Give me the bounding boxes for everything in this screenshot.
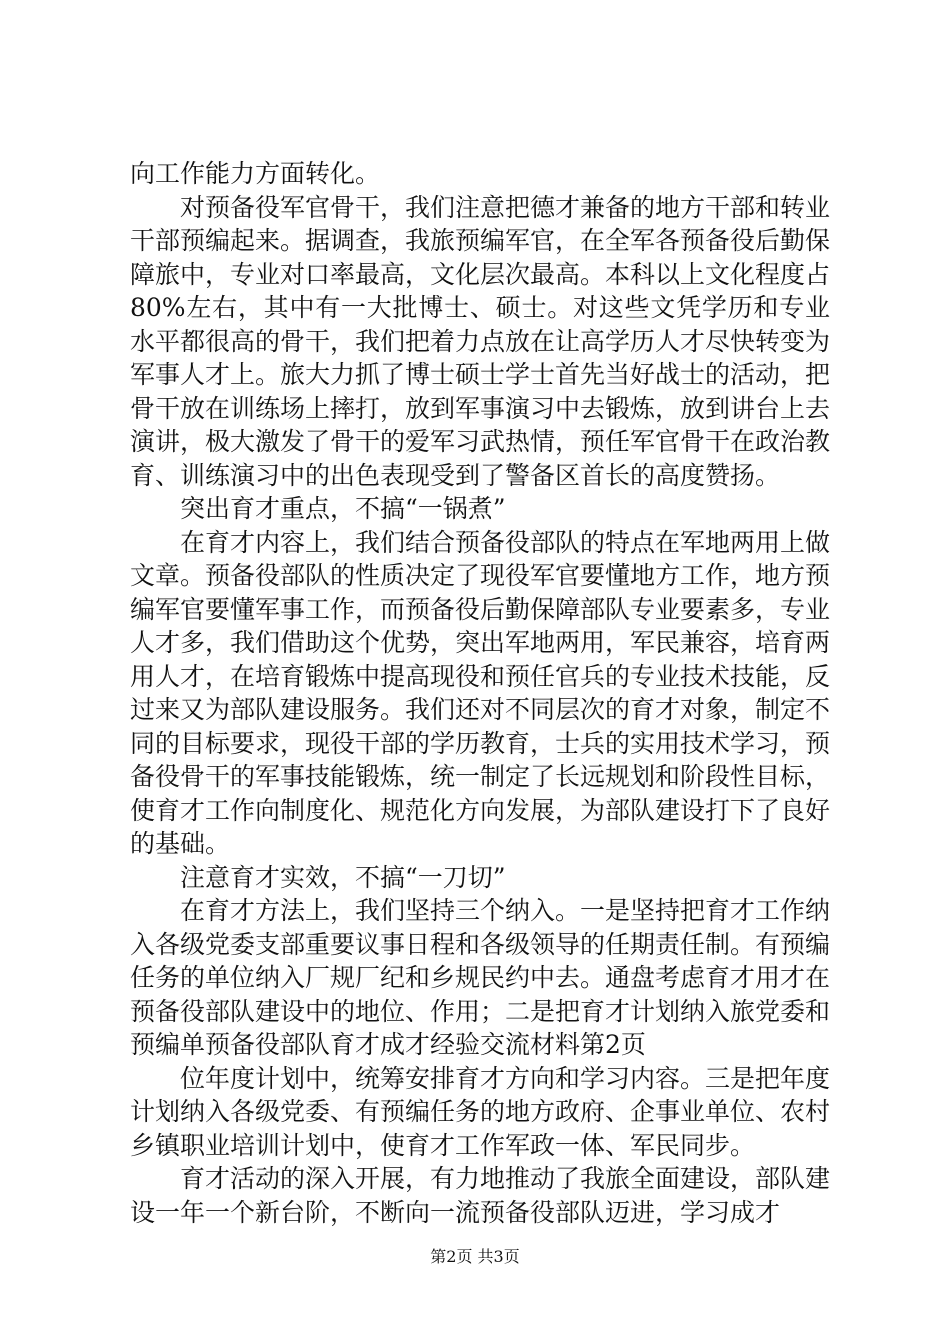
paragraph: 向工作能力方面转化。 [130,159,381,188]
paragraph: 育才活动的深入开展，有力地推动了我旅全面建设，部队建设一年一个新台阶，不断向一流预备役部队迈进，学习成才 [130,1164,831,1227]
page-footer: 第2页 共3页 [430,1247,520,1266]
paragraph: 位年度计划中，统筹安排育才方向和学习内容。三是把年度计划纳入各级党委、有预编任务的地方政府、企事业单位、农村乡镇职业培训计划中，使育才工作军政一体、军民同步。 [130,1063,831,1160]
paragraph: 对预备役军官骨干，我们注意把德才兼备的地方干部和转业干部预编起来。据调查，我旅预编军官，在全军各预备役后勤保障旅中，专业对口率最高，文化层次最高。本科以上文化程度占80%左右，其中有一大批博士、硕士。对这些文凭学历和专业水平都很高的骨干，我们把着力点放在让高学历人才尽快转变为军事人才上。旅大力抓了博士硕士学士首先当好战士的活动，把骨干放在训练场上摔打，放到军事演习中去锻炼，放到讲台上去演讲，极大激发了骨干的爱军习武热情，预任军官骨干在政治教育、训练演习中的出色表现受到了警备区首长的高度赞扬。 [130,192,831,490]
paragraph: 在育才方法上，我们坚持三个纳入。一是坚持把育才工作纳入各级党委支部重要议事日程和各级领导的任期责任制。有预编任务的单位纳入厂规厂纪和乡规民约中去。通盘考虑育才用才在预备役部队建设中的地位、作用；二是把育才计划纳入旅党委和预编单预备役部队育才成才经验交流材料第2页 [130,896,831,1059]
section-heading: 突出育才重点，不搞“一锅煮” [180,494,506,523]
document-body [130,157,830,1229]
section-heading: 注意育才实效，不搞“一刀切” [180,862,506,892]
paragraph: 在育才内容上，我们结合预备役部队的特点在军地两用上做文章。预备役部队的性质决定了现役军官要懂地方工作，地方预编军官要懂军事工作，而预备役后勤保障部队专业要素多，专业人才多，我们借助这个优势，突出军地两用，军民兼容，培育两用人才，在培育锻炼中提高现役和预任官兵的专业技术技能，反过来又为部队建设服务。我们还对不同层次的育才对象，制定不同的目标要求，现役干部的学历教育，士兵的实用技术学习，预备役骨干的军事技能锻炼，统一制定了长远规划和阶段性目标，使育才工作向制度化、规范化方向发展，为部队建设打下了良好的基础。 [130,527,831,858]
